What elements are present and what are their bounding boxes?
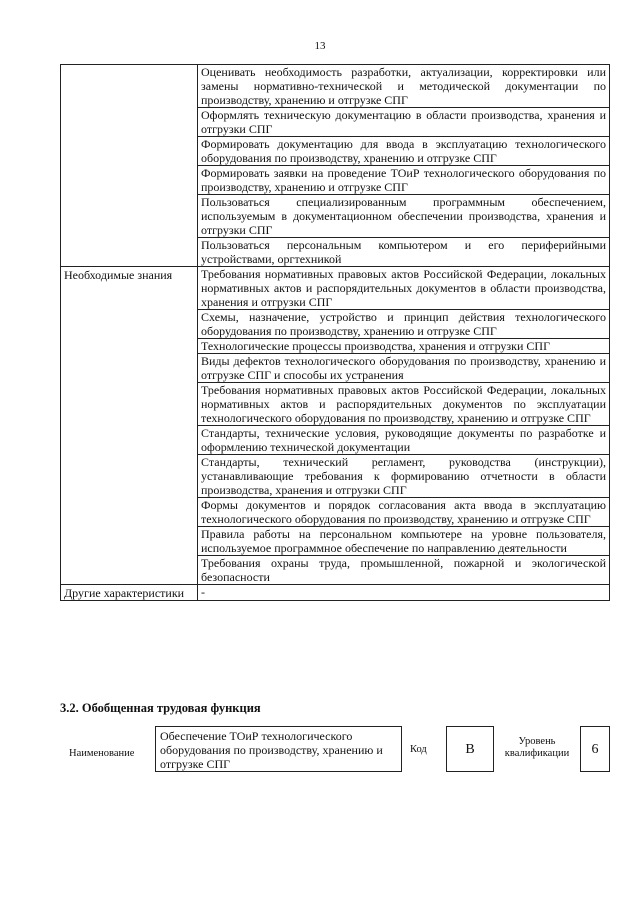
code-value-box: B bbox=[446, 726, 494, 772]
knowledge-cell: Формы документов и порядок согласования акта ввода в эксплуатацию технологического оборудования по производству, хранению и отгрузке СПГ bbox=[198, 498, 610, 527]
name-label: Наименование bbox=[69, 748, 135, 759]
skill-cell: Формировать документацию для ввода в эксплуатацию технологического оборудования по производству, хранению и отгрузке СПГ bbox=[198, 137, 610, 166]
knowledge-cell: Правила работы на персональном компьютере на уровне пользователя, используемое программное обеспечение по направлению деятельности bbox=[198, 527, 610, 556]
table-row bbox=[61, 65, 610, 108]
section-title: 3.2. Обобщенная трудовая функция bbox=[60, 701, 261, 715]
knowledge-cell: Стандарты, технические условия, руководящие документы по разработке и оформлению технической документации bbox=[198, 426, 610, 455]
table-row bbox=[61, 267, 610, 310]
code-label: Код bbox=[410, 744, 427, 755]
skills-knowledge-table bbox=[60, 64, 610, 601]
skills-label-cell bbox=[61, 65, 198, 267]
knowledge-cell: Технологические процессы производства, хранения и отгрузки СПГ bbox=[198, 339, 610, 354]
table-row bbox=[61, 585, 610, 601]
knowledge-label: Необходимые знания bbox=[61, 267, 198, 585]
skill-cell: Оформлять техническую документацию в области производства, хранения и отгрузки СПГ bbox=[198, 108, 610, 137]
page-number: 13 bbox=[314, 40, 326, 52]
knowledge-cell: Требования нормативных правовых актов Российской Федерации, локальных нормативных актов и распорядительных документов в области производства, хранения и отгрузки СПГ bbox=[198, 267, 610, 310]
skill-cell: Оценивать необходимость разработки, актуализации, корректировки или замены нормативно-технической и методической документации по производству, хранению и отгрузке СПГ bbox=[198, 65, 610, 108]
generalized-function-block bbox=[60, 722, 620, 782]
other-characteristics-value: - bbox=[198, 585, 610, 601]
other-characteristics-label: Другие характеристики bbox=[61, 585, 198, 601]
skill-cell: Пользоваться специализированным программным обеспечением, используемым в документационном обеспечении производства, хранения и отгрузки СПГ bbox=[198, 195, 610, 238]
knowledge-cell: Схемы, назначение, устройство и принцип действия технологического оборудования по производству, хранению и отгрузке СПГ bbox=[198, 310, 610, 339]
knowledge-cell: Требования нормативных правовых актов Российской Федерации, локальных нормативных актов и распорядительных документов по эксплуатации технологического оборудования по производству, хранению и отгрузке СПГ bbox=[198, 383, 610, 426]
knowledge-cell: Стандарты, технический регламент, руководства (инструкции), устанавливающие требования к формированию отчетности в области производства, хранения и отгрузки СПГ bbox=[198, 455, 610, 498]
knowledge-cell: Требования охраны труда, промышленной, пожарной и экологической безопасности bbox=[198, 556, 610, 585]
qualification-level-value-box: 6 bbox=[580, 726, 610, 772]
name-value-box: Обеспечение ТОиР технологического оборудования по производству, хранению и отгрузке СПГ bbox=[155, 726, 402, 772]
qualification-level-label: Уровень квалификации bbox=[504, 736, 570, 759]
skill-cell: Пользоваться персональным компьютером и его периферийными устройствами, оргтехникой bbox=[198, 238, 610, 267]
skill-cell: Формировать заявки на проведение ТОиР технологического оборудования по производству, хранению и отгрузке СПГ bbox=[198, 166, 610, 195]
knowledge-cell: Виды дефектов технологического оборудования по производству, хранению и отгрузке СПГ и способы их устранения bbox=[198, 354, 610, 383]
